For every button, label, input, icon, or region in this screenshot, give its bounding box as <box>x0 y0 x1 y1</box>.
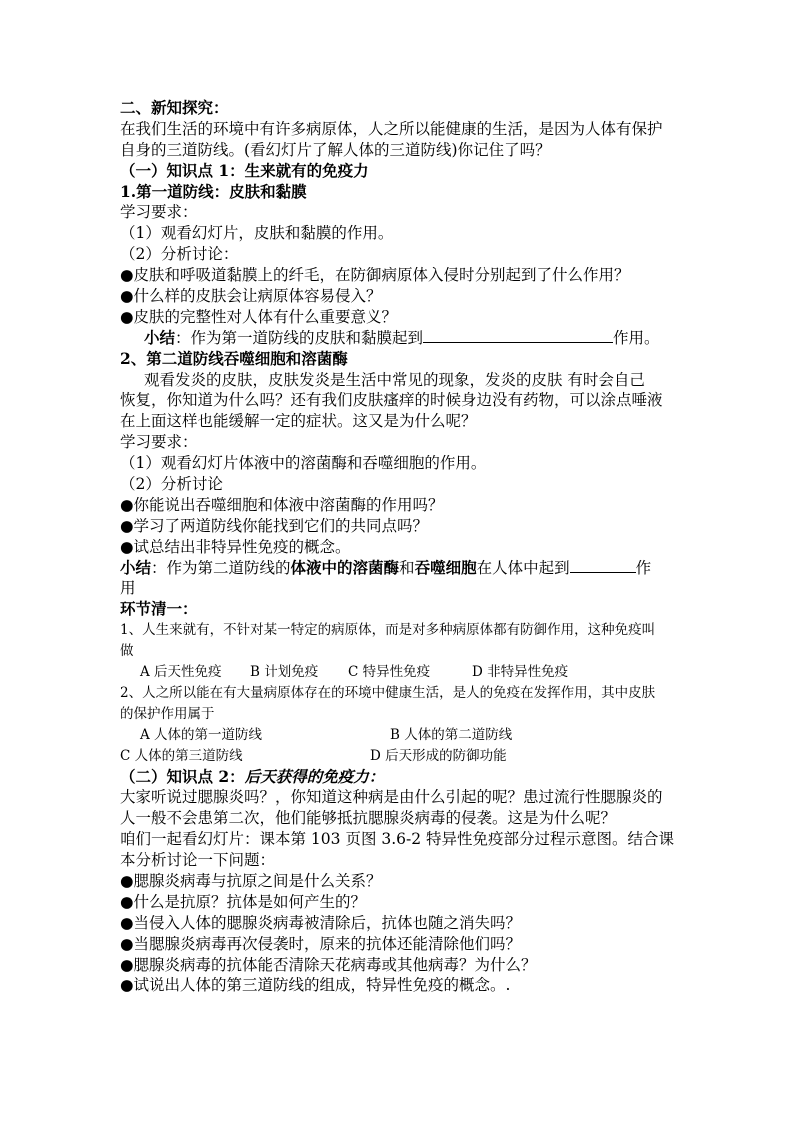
question-6: ●试总结出非特异性免疫的概念。 <box>120 537 351 556</box>
kp2-intro-2: 人一般不会患第二次，他们能够抵抗腮腺炎病毒的侵袭。这是为什么呢？ <box>120 809 617 828</box>
exercise-q1-options <box>120 662 680 683</box>
kp2-question-6: ●试说出人体的第三道防线的组成，特异性免疫的概念。. <box>120 976 511 995</box>
requirements-label: 学习要求： <box>120 203 198 222</box>
option-d[interactable]: D 后天形成的防御功能 <box>370 747 507 764</box>
document-page <box>120 98 680 996</box>
summary-2-term-phagocyte: 吞噬细胞 <box>414 557 477 577</box>
summary-label: 小结 <box>144 327 176 347</box>
answer-blank-2[interactable] <box>570 558 636 573</box>
requirement-4: （2）分析讨论 <box>120 475 223 494</box>
kp2-title-a: （二）知识点 2： <box>120 766 245 786</box>
kp2-question-4: ●当腮腺炎病毒再次侵袭时，原来的抗体还能清除他们吗？ <box>120 934 522 953</box>
kp2-intro-4: 本分析讨论一下问题： <box>120 851 276 870</box>
question-4: ●你能说出吞噬细胞和体液中溶菌酶的作用吗？ <box>120 495 444 514</box>
question-1: ●皮肤和呼吸道黏膜上的纤毛，在防御病原体入侵时分别起到了什么作用？ <box>120 266 630 285</box>
para-line-3: 在上面这样也能缓解一定的症状。这又是为什么呢？ <box>120 412 477 431</box>
question-3: ●皮肤的完整性对人体有什么重要意义？ <box>120 307 398 326</box>
exercise-title: 环节清一： <box>120 599 198 619</box>
option-a[interactable]: A 后天性免疫 <box>140 664 222 681</box>
question-5: ●学习了两道防线你能找到它们的共同点吗？ <box>120 516 429 535</box>
question-2: ●什么样的皮肤会让病原体容易侵入？ <box>120 287 382 306</box>
option-d[interactable]: D 非特异性免疫 <box>472 664 569 681</box>
option-c[interactable]: C 人体的第三道防线 <box>120 747 243 764</box>
answer-blank[interactable] <box>423 328 613 343</box>
summary-2-and: 和 <box>399 558 415 577</box>
kp2-question-5: ●腮腺炎病毒的抗体能否清除天花病毒或其他病毒？为什么？ <box>120 955 537 974</box>
option-b[interactable]: B 人体的第二道防线 <box>390 726 513 743</box>
option-c[interactable]: C 特异性免疫 <box>348 664 431 681</box>
summary-2 <box>120 558 680 579</box>
summary-text: ：作为第一道防线的皮肤和黏膜起到 <box>175 328 424 347</box>
intro-line-1: 在我们生活的环境中有许多病原体，人之所以能健康的生活，是因为人体有保护 <box>120 119 663 138</box>
requirements-label-2: 学习要求： <box>120 433 198 452</box>
summary-1 <box>120 328 680 349</box>
summary-2-end: 作 <box>635 558 652 577</box>
kp2-title <box>120 767 680 788</box>
summary-end: 作用。 <box>613 328 660 347</box>
kp1-title: （一）知识点 1：生来就有的免疫力 <box>120 160 369 180</box>
exercise-q2-line-2: 的保护作用属于 <box>120 705 215 722</box>
requirement-3: （1）观看幻灯片体液中的溶菌酶和吞噬细胞的作用。 <box>120 454 487 473</box>
requirement-2: （2）分析讨论： <box>120 245 239 264</box>
para-line-2: 恢复，你知道为什么吗？还有我们皮肤瘙痒的时候身边没有药物，可以涂点唾液 <box>120 391 663 410</box>
summary-2-text-a: ：作为第二道防线的 <box>151 558 291 577</box>
para-line-1: 观看发炎的皮肤，皮肤发炎是生活中常见的现象，发炎的皮肤 有时会自己 <box>144 370 645 389</box>
exercise-q1-line-2: 做 <box>120 643 134 660</box>
option-a[interactable]: A 人体的第一道防线 <box>140 726 263 743</box>
exercise-q2-options-row-2 <box>120 746 680 767</box>
kp2-question-1: ●腮腺炎病毒与抗原之间是什么关系？ <box>120 871 382 890</box>
summary-2-wrap: 用 <box>120 579 136 598</box>
kp2-question-3: ●当侵入人体的腮腺炎病毒被清除后，抗体也随之消失吗？ <box>120 913 522 932</box>
section-title: 二、新知探究： <box>120 98 229 117</box>
summary-2-text-e: 在人体中起到 <box>476 558 570 577</box>
second-line-title: 2、第二道防线吞噬细胞和溶菌酶 <box>120 348 348 368</box>
exercise-q1-line-1: 1、人生来就有，不针对某一特定的病原体，而是对多种病原体都有防御作用，这种免疫叫 <box>120 622 656 639</box>
kp2-intro-1: 大家听说过腮腺炎吗？，你知道这种病是由什么引起的呢？患过流行性腮腺炎的 <box>120 788 663 807</box>
option-b[interactable]: B 计划免疫 <box>250 664 319 681</box>
first-line-title: 1.第一道防线：皮肤和黏膜 <box>120 181 307 201</box>
summary-2-label: 小结 <box>120 557 152 577</box>
requirement-1: （1）观看幻灯片，皮肤和黏膜的作用。 <box>120 224 394 243</box>
kp2-question-2: ●什么是抗原？抗体是如何产生的？ <box>120 892 367 911</box>
exercise-q2-options-row-1 <box>120 725 680 746</box>
kp2-title-b: 后天获得的免疫力： <box>244 766 385 786</box>
kp2-intro-3: 咱们一起看幻灯片：课本第 103 页图 3.6-2 特异性免疫部分过程示意图。结合课 <box>120 830 675 849</box>
summary-2-term-lysozyme: 体液中的溶菌酶 <box>290 557 400 577</box>
intro-line-2: 自身的三道防线。(看幻灯片了解人体的三道防线)你记住了吗？ <box>120 140 551 159</box>
exercise-q2-line-1: 2、人之所以能在有大量病原体存在的环境中健康生活，是人的免疫在发挥作用，其中皮肤 <box>120 684 656 701</box>
